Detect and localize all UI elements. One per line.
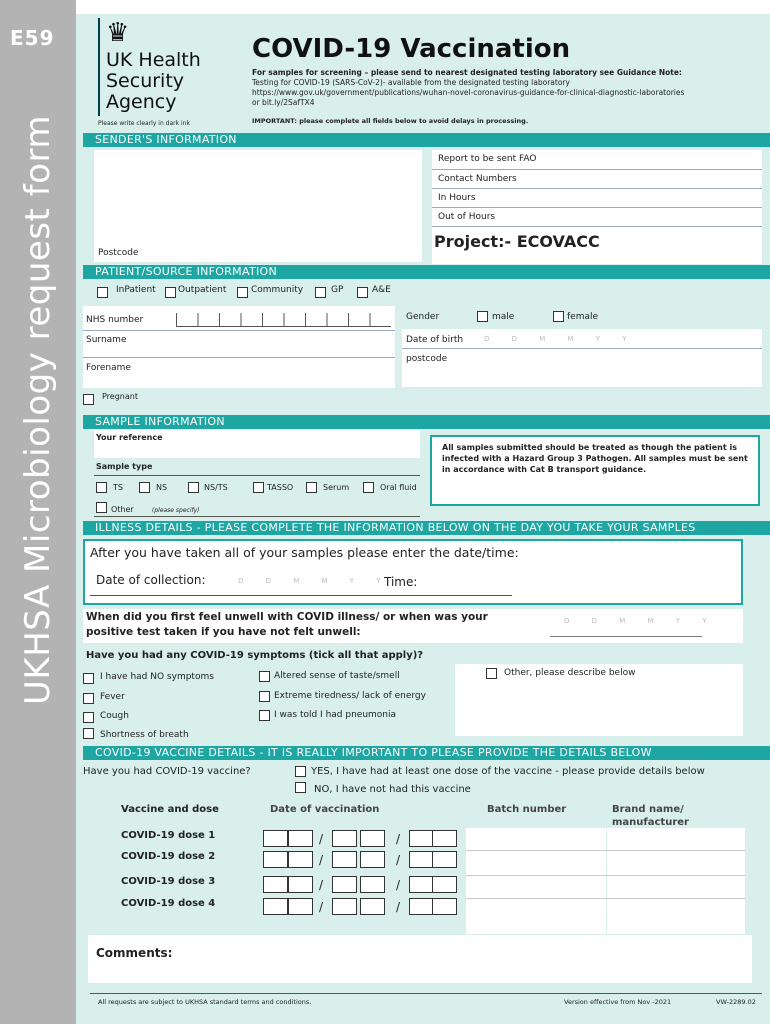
footer-version: Version effective from Nov -2021 (564, 998, 672, 1006)
nhs-number-field[interactable] (176, 313, 391, 327)
dose-3-date-box[interactable] (288, 876, 313, 893)
collection-date-mask[interactable]: D D M M Y Y (238, 577, 391, 585)
gp-checkbox[interactable] (315, 287, 326, 298)
other-sample-label: Other (111, 505, 134, 514)
footer-terms: All requests are subject to UKHSA standard terms and conditions. (98, 998, 312, 1006)
comments-field[interactable] (88, 935, 752, 983)
oral-fluid-label: Oral fluid (380, 483, 417, 492)
project-label: Project:- ECOVACC (434, 232, 600, 251)
pregnant-label: Pregnant (102, 392, 138, 401)
patient-section-bar: PATIENT/SOURCE INFORMATION (83, 265, 770, 279)
outpatient-label: Outpatient (178, 285, 227, 295)
pregnant-checkbox[interactable] (83, 394, 94, 405)
comments-label: Comments: (96, 946, 173, 960)
sample-section-bar: SAMPLE INFORMATION (83, 415, 770, 429)
dose-2-date-box[interactable] (409, 851, 434, 868)
ns-checkbox[interactable] (139, 482, 150, 493)
ns-label: NS (156, 483, 168, 492)
important-note: IMPORTANT: please complete all fields below to avoid delays in processing. (252, 117, 529, 125)
outpatient-checkbox[interactable] (165, 287, 176, 298)
contact-numbers-label: Contact Numbers (438, 174, 517, 184)
col-brand-line-1: Brand name/ (612, 804, 684, 815)
footer-code: VW-2289.02 (716, 998, 756, 1006)
illness-section-bar: ILLNESS DETAILS - PLEASE COMPLETE THE INFORMATION BELOW ON THE DAY YOU TAKE YOUR SAMPLES (83, 521, 770, 535)
male-checkbox[interactable] (477, 311, 488, 322)
symptoms-question: Have you had any COVID-19 symptoms (tick all that apply)? (86, 650, 424, 661)
date-separator: / (396, 878, 401, 892)
dose-2-date-box[interactable] (360, 851, 385, 868)
first-unwell-date-mask[interactable]: D D M M Y Y (564, 617, 717, 625)
form-body (76, 14, 770, 1024)
ae-checkbox[interactable] (357, 287, 368, 298)
gp-label: GP (331, 285, 344, 295)
date-of-collection-label: Date of collection: (96, 573, 206, 587)
form-code: E59 (10, 26, 55, 50)
dose-4-date-box[interactable] (360, 898, 385, 915)
dark-ink-note: Please write clearly in dark ink (98, 120, 190, 127)
taste-smell-checkbox[interactable] (259, 671, 270, 682)
guidance-note-line-1: Testing for COVID-19 (SARS-CoV-2)- available from the designated testing laboratory (252, 78, 570, 87)
dose-2-date-box[interactable] (332, 851, 357, 868)
ns-ts-label: NS/TS (204, 483, 228, 492)
taste-smell-label: Altered sense of taste/smell (274, 671, 400, 681)
dose-2-date-box[interactable] (263, 851, 288, 868)
dose-4-date-box[interactable] (432, 898, 457, 915)
logo-line-3: Agency (106, 91, 177, 113)
no-symptoms-label: I have had NO symptoms (100, 672, 214, 682)
form-title: COVID-19 Vaccination (252, 34, 571, 64)
crest-icon: ♛ (106, 18, 130, 48)
dose-2-label: COVID-19 dose 2 (121, 851, 216, 862)
time-label: Time: (384, 575, 418, 589)
logo-line-2: Security (106, 70, 185, 92)
date-separator: / (396, 853, 401, 867)
pneumonia-label: I was told I had pneumonia (274, 710, 397, 720)
brand-column[interactable] (607, 828, 745, 934)
other-symptom-label: Other, please describe below (504, 668, 636, 678)
date-separator: / (396, 900, 401, 914)
dose-1-date-box[interactable] (332, 830, 357, 847)
other-sample-checkbox[interactable] (96, 502, 107, 513)
vaccine-yes-checkbox[interactable] (295, 766, 306, 777)
dose-3-date-box[interactable] (332, 876, 357, 893)
male-label: male (492, 312, 515, 322)
side-strip (0, 0, 76, 1024)
vaccine-question: Have you had COVID-19 vaccine? (83, 766, 251, 777)
vaccine-no-label: NO, I have not had this vaccine (314, 784, 471, 795)
ts-label: TS (113, 483, 123, 492)
cough-checkbox[interactable] (83, 712, 94, 723)
agency-logo (106, 50, 201, 113)
col-date-of-vaccination: Date of vaccination (270, 804, 380, 815)
date-separator: / (319, 832, 324, 846)
ae-label: A&E (372, 285, 391, 295)
other-symptom-checkbox[interactable] (486, 668, 497, 679)
dose-4-date-box[interactable] (288, 898, 313, 915)
vertical-form-title: UKHSA Microbiology request form (18, 115, 58, 705)
no-symptoms-checkbox[interactable] (83, 673, 94, 684)
dose-3-date-box[interactable] (360, 876, 385, 893)
pneumonia-checkbox[interactable] (259, 710, 270, 721)
dob-label: Date of birth (406, 335, 464, 345)
dob-mask[interactable]: D D M M Y Y (484, 335, 637, 343)
female-label: female (567, 312, 599, 322)
guidance-link[interactable]: https://www.gov.uk/government/publications/wuhan-novel-coronavirus-guidance-for-clinical-diagnostic-laboratories (252, 88, 685, 97)
dose-3-label: COVID-19 dose 3 (121, 876, 216, 887)
vaccine-yes-label: YES, I have had at least one dose of the vaccine - please provide details below (311, 766, 705, 777)
vaccine-no-checkbox[interactable] (295, 782, 306, 793)
patient-postcode-label: postcode (406, 354, 448, 364)
col-vaccine-dose: Vaccine and dose (121, 804, 219, 815)
out-of-hours-label: Out of Hours (438, 212, 496, 222)
first-unwell-question-2: positive test taken if you have not felt unwell: (86, 626, 361, 638)
dose-4-date-box[interactable] (409, 898, 434, 915)
tiredness-checkbox[interactable] (259, 691, 270, 702)
batch-number-column[interactable] (466, 828, 606, 934)
date-separator: / (319, 878, 324, 892)
dose-4-label: COVID-19 dose 4 (121, 898, 216, 909)
guidance-note-bold: For samples for screening – please send to nearest designated testing laboratory see Guidance Note: (252, 68, 682, 77)
date-separator: / (319, 900, 324, 914)
dose-1-date-box[interactable] (288, 830, 313, 847)
gender-label: Gender (406, 312, 440, 322)
please-specify-label: (please specify) (152, 507, 200, 514)
shortness-of-breath-checkbox[interactable] (83, 728, 94, 739)
inpatient-label: InPatient (116, 285, 156, 295)
hazard-warning-box: All samples submitted should be treated as though the patient is infected with a Hazard Group 3 Pathogen. All samples must be sent in accordance with Cat B transport guidance. (430, 435, 760, 506)
col-batch-number: Batch number (487, 804, 567, 815)
tasso-label: TASSO (267, 483, 294, 492)
sender-address-field[interactable] (94, 150, 422, 262)
dose-1-date-box[interactable] (432, 830, 457, 847)
date-separator: / (319, 853, 324, 867)
dose-4-date-box[interactable] (332, 898, 357, 915)
dose-2-date-box[interactable] (432, 851, 457, 868)
tasso-checkbox[interactable] (253, 482, 264, 493)
community-label: Community (251, 285, 304, 295)
dose-1-label: COVID-19 dose 1 (121, 830, 216, 841)
fever-checkbox[interactable] (83, 693, 94, 704)
sender-postcode-label: Postcode (98, 248, 139, 258)
tiredness-label: Extreme tiredness/ lack of energy (274, 691, 426, 701)
dose-3-date-box[interactable] (263, 876, 288, 893)
surname-label: Surname (86, 335, 127, 345)
dose-1-date-box[interactable] (263, 830, 288, 847)
date-separator: / (396, 832, 401, 846)
forename-label: Forename (86, 363, 131, 373)
serum-checkbox[interactable] (306, 482, 317, 493)
in-hours-label: In Hours (438, 193, 476, 203)
guidance-short-link[interactable]: or bit.ly/2SafTX4 (252, 98, 315, 107)
fever-label: Fever (100, 692, 125, 702)
guidance-note (252, 68, 752, 108)
ts-checkbox[interactable] (96, 482, 107, 493)
your-reference-label: Your reference (96, 433, 163, 442)
cough-label: Cough (100, 711, 129, 721)
dose-3-date-box[interactable] (432, 876, 457, 893)
logo-line-1: UK Health (106, 49, 201, 71)
oral-fluid-checkbox[interactable] (363, 482, 374, 493)
sample-type-label: Sample type (96, 462, 153, 471)
dose-3-date-box[interactable] (409, 876, 434, 893)
nhs-number-label: NHS number (86, 315, 144, 325)
community-checkbox[interactable] (237, 287, 248, 298)
dose-1-date-box[interactable] (360, 830, 385, 847)
serum-label: Serum (323, 483, 350, 492)
logo-divider (98, 18, 100, 116)
vaccine-section-bar: COVID-19 VACCINE DETAILS - IT IS REALLY IMPORTANT TO PLEASE PROVIDE THE DETAILS BELOW (83, 746, 770, 760)
ns-ts-checkbox[interactable] (188, 482, 199, 493)
female-checkbox[interactable] (553, 311, 564, 322)
dose-1-date-box[interactable] (409, 830, 434, 847)
after-samples-text: After you have taken all of your samples please enter the date/time: (90, 545, 519, 560)
inpatient-checkbox[interactable] (97, 287, 108, 298)
sender-section-bar: SENDER'S INFORMATION (83, 133, 770, 147)
first-unwell-question-1: When did you first feel unwell with COVID illness/ or when was your (86, 611, 488, 623)
shortness-of-breath-label: Shortness of breath (100, 730, 189, 740)
dose-2-date-box[interactable] (288, 851, 313, 868)
dose-4-date-box[interactable] (263, 898, 288, 915)
report-fao-label: Report to be sent FAO (438, 154, 537, 164)
col-brand-line-2: manufacturer (612, 817, 689, 828)
